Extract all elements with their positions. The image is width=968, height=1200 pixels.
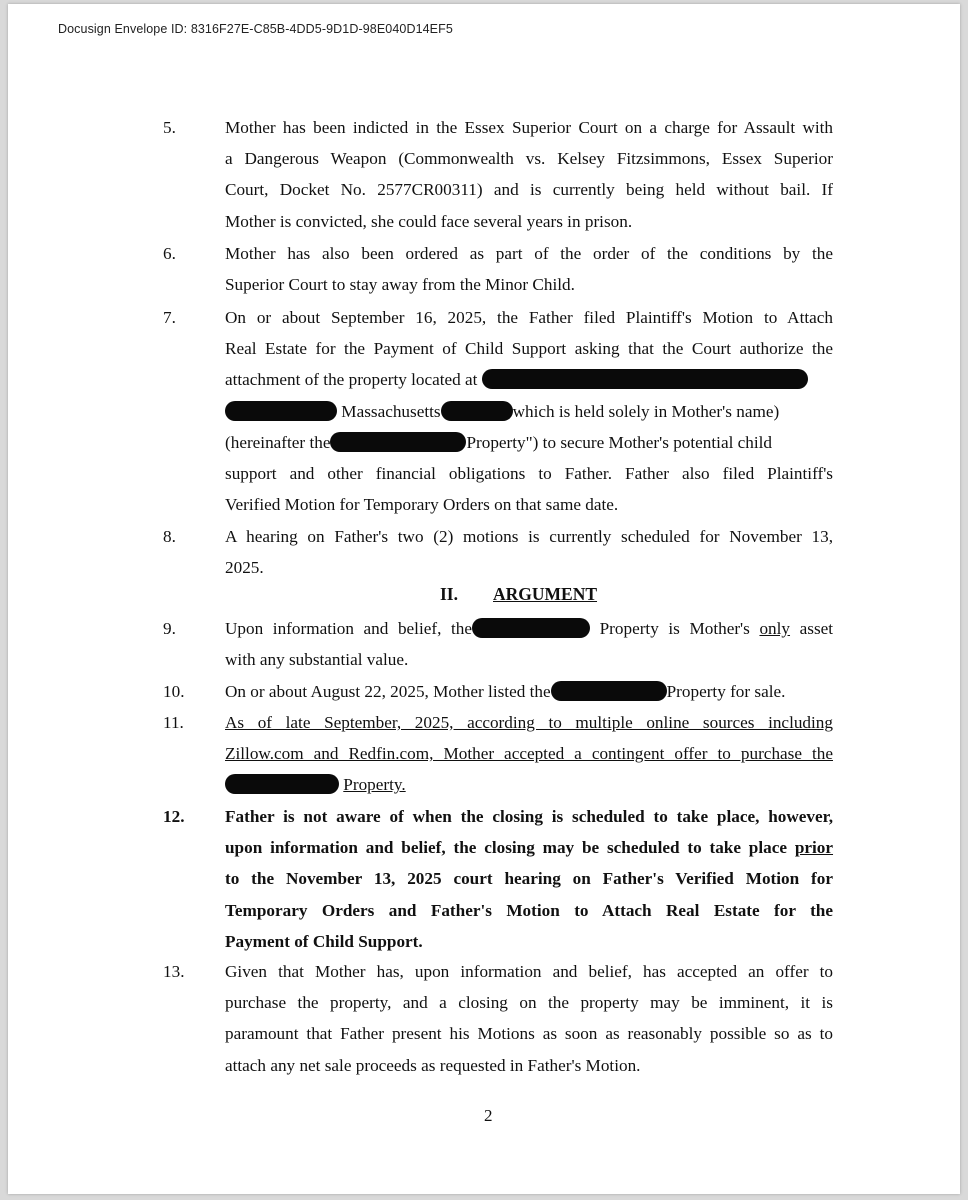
paragraph-line: Payment of Child Support.	[225, 931, 423, 951]
paragraph-line	[225, 427, 833, 458]
paragraph-line	[225, 613, 833, 644]
paragraph-number: 12.	[163, 807, 185, 826]
paragraph-line: As of late September, 2025, according to multiple online sources including	[225, 713, 833, 732]
redaction-block	[330, 432, 466, 452]
paragraph-line: Mother is convicted, she could face several years in prison.	[225, 211, 633, 231]
paragraph-line: Father is not aware of when the closing is scheduled to take place, however,	[225, 807, 833, 826]
paragraph-line: Zillow.com and Redfin.com, Mother accepted a contingent offer to purchase the	[225, 744, 833, 764]
line-text: Property") to secure Mother's potential child	[466, 432, 773, 452]
line-text: attachment of the property located at	[225, 370, 478, 390]
line-text: Property.	[343, 775, 406, 795]
line-text: (hereinafter the	[225, 432, 331, 452]
paragraph-line: attach any net sale proceeds as requested in Father's Motion.	[225, 1055, 641, 1075]
paragraph-number: 5.	[163, 118, 176, 137]
paragraph-line	[225, 832, 833, 863]
paragraph-number: 13.	[163, 962, 185, 981]
paragraph-number: 10.	[163, 682, 185, 701]
line-text: Property for sale.	[666, 682, 786, 701]
paragraph-line: support and other financial obligations to Father. Father also filed Plaintiff's	[225, 464, 833, 484]
paragraph-7	[163, 302, 833, 520]
paragraph-number: 11.	[163, 713, 184, 732]
paragraph-6	[163, 238, 833, 300]
paragraph-line	[225, 769, 833, 800]
line-text: Massachusetts	[341, 401, 441, 421]
line-text: upon information and belief, the closing may be scheduled to take place	[225, 838, 787, 858]
underlined-word: only	[759, 619, 791, 638]
line-text: Upon information and belief, the	[225, 619, 472, 638]
paragraph-line: Superior Court to stay away from the Minor Child.	[225, 275, 575, 295]
paragraph-line: purchase the property, and a closing on the property may be imminent, it is	[225, 993, 833, 1013]
line-text: Property is Mother's	[599, 619, 750, 638]
paragraph-line: to the November 13, 2025 court hearing on Father's Verified Motion for	[225, 869, 833, 889]
paragraph-5	[163, 112, 833, 237]
redaction-block	[225, 401, 337, 421]
paragraph-line: A hearing on Father's two (2) motions is currently scheduled for November 13,	[225, 527, 833, 546]
paragraph-line: Mother has also been ordered as part of the order of the conditions by the	[225, 244, 833, 263]
paragraph-line: a Dangerous Weapon (Commonwealth vs. Kelsey Fitzsimmons, Essex Superior	[225, 149, 833, 169]
paragraph-number: 9.	[163, 619, 176, 638]
redaction-block	[482, 369, 808, 389]
paragraph-line: On or about September 16, 2025, the Father filed Plaintiff's Motion to Attach	[225, 308, 833, 327]
paragraph-line: Mother has been indicted in the Essex Superior Court on a charge for Assault with	[225, 118, 833, 137]
paragraph-line: Verified Motion for Temporary Orders on that same date.	[225, 495, 619, 515]
redaction-block	[225, 774, 339, 794]
redaction-block	[441, 401, 513, 421]
paragraph-10	[163, 676, 833, 707]
paragraph-line: paramount that Father present his Motions as soon as reasonably possible so as to	[225, 1024, 833, 1044]
redaction-block	[472, 618, 590, 638]
paragraph-number: 8.	[163, 527, 176, 546]
paragraph-line	[225, 396, 833, 427]
paragraph-line	[225, 364, 833, 395]
paragraph-12	[163, 801, 833, 957]
paragraph-number: 6.	[163, 244, 176, 263]
paragraph-line: with any substantial value.	[225, 650, 409, 670]
paragraph-11	[163, 707, 833, 801]
paragraph-13	[163, 956, 833, 1081]
paragraph-number: 7.	[163, 308, 176, 327]
underlined-word: prior	[794, 838, 834, 858]
page-number: 2	[484, 1106, 493, 1125]
paragraph-line: Court, Docket No. 2577CR00311) and is currently being held without bail. If	[225, 180, 833, 200]
paragraph-9	[163, 613, 833, 675]
redaction-block	[551, 681, 667, 701]
docusign-envelope-id: Docusign Envelope ID: 8316F27E-C85B-4DD5-9D1D-98E040D14EF5	[58, 22, 453, 36]
line-text: On or about August 22, 2025, Mother listed the	[225, 682, 551, 701]
paragraph-line: Temporary Orders and Father's Motion to Attach Real Estate for the	[225, 900, 833, 920]
section-title: ARGUMENT	[493, 584, 598, 604]
paragraph-line: Real Estate for the Payment of Child Support asking that the Court authorize the	[225, 339, 833, 359]
paragraph-line	[225, 676, 833, 707]
line-text: which is held solely in Mother's name)	[512, 401, 780, 421]
section-number: II.	[440, 584, 458, 604]
line-text: asset	[799, 619, 834, 638]
document-page	[8, 4, 960, 1194]
paragraph-line: 2025.	[225, 558, 264, 578]
paragraph-line: Given that Mother has, upon information and belief, has accepted an offer to	[225, 962, 833, 981]
paragraph-8	[163, 521, 833, 583]
